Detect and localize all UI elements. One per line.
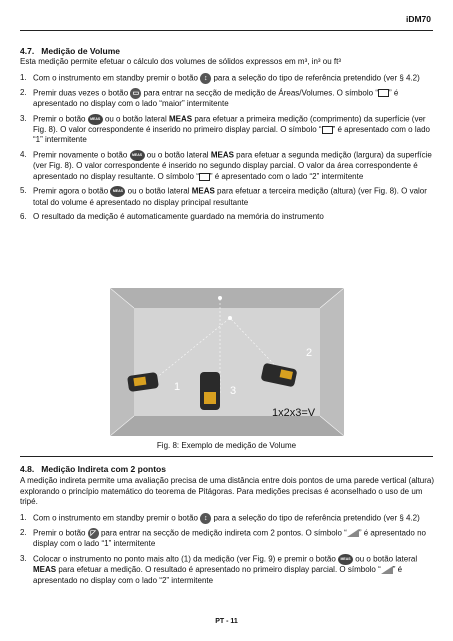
triangle-symbol-icon [381,566,393,574]
rectangle-symbol-icon [199,173,210,181]
area-volume-button-icon: ▭ [130,88,141,99]
step-item: 5. Premir agora o botão MEAS ou o botão lateral MEAS para efetuar a terceira medição (altura) (ver Fig. 8). O valor total do volume é apresentado no display principal resultante [20,186,427,207]
meas-button-icon: MEAS [130,150,145,161]
step-item: 3. Colocar o instrumento no ponto mais alto (1) da medição (ver Fig. 9) e premir o botão MEAS ou o botão lateral MEAS para efetuar a medição. O resultado é apresentado no primeiro display parcial. O símbolo “ ” é apresentado no display com o lado “2” intermitente [20,553,418,585]
section-4-7-heading [20,46,120,56]
section-number: 4.7. [20,46,35,56]
rectangle-symbol-icon [378,89,389,97]
reference-button-icon: ↕ [200,73,211,84]
step-item: 6. O resultado da medição é automaticamente guardado na memória do instrumento [20,212,324,222]
laser-meter-3 [200,372,220,410]
step-item: 2. Premir o botão ◸ para entrar na secção de medição indireta com 2 pontos. O símbolo “ ” é apresentado no display com o lado “1” intermitente [20,527,427,549]
section-title: Medição Indireta com 2 pontos [41,464,166,474]
step-item: 1. Com o instrumento em standby premir o botão ↕ para a seleção do tipo de referência pretendido (ver § 4.2) [20,72,420,83]
section-4-8-body [20,476,434,590]
triangle-symbol-icon [347,529,359,537]
meas-button-icon: MEAS [110,186,125,197]
section-4-7-body [20,57,434,227]
meas-button-icon: MEAS [88,114,103,125]
step-item: 2. Premir duas vezes o botão ▭ para entrar na secção de medição de Áreas/Volumes. O símbolo “ ” é apresentado no display com o lado “maior” intermitente [20,87,399,108]
step-item: 3. Premir o botão MEAS ou o botão lateral MEAS para efetuar a primeira medição (comprimento) da superfície (ver Fig. 8). O valor correspondente é inserido no primeiro display parcial. O símbolo “ ” é apresentado com o lado “1” intermitente [20,113,430,145]
rectangle-symbol-icon [322,126,333,134]
header-rule [20,30,433,31]
section-intro: A medição indireta permite uma avaliação precisa de uma distância entre dois pontos de uma parede vertical (altura) explorando o princípio matemático do teorema de Pitágoras. Para medições precisas é aconselhado o uso de um tripé. [20,476,434,507]
figure-label-2: 2 [306,347,313,359]
step-item: 4. Premir novamente o botão MEAS ou o botão lateral MEAS para efetuar a segunda medição (largura) da superfície (ver Fig. 8). O valor correspondente é inserido no segundo display parcial. O valor da área correspondente é apresentado no display resultante. O símbolo “ ” é apresentado com o lado “2” intermitente [20,149,432,181]
page-number: PT - 11 [215,618,238,625]
header-model: iDM70 [405,14,431,24]
figure-label-3: 3 [230,385,237,397]
meas-button-icon: MEAS [338,554,353,565]
reference-button-icon: ↕ [200,513,211,524]
volume-measurement-figure [110,288,344,436]
section-4-8-heading [20,464,166,474]
step-item: 1. Com o instrumento em standby premir o botão ↕ para a seleção do tipo de referência pretendido (ver § 4.2) [20,512,420,523]
figure-label-1: 1 [174,381,181,393]
indirect-measure-button-icon: ◸ [88,528,99,539]
figure-caption: Fig. 8: Exemplo de medição de Volume [156,441,297,450]
steps-list [20,73,434,223]
laser-dot [218,296,222,300]
figure-formula: 1x2x3=V [272,407,316,419]
laser-dot [228,316,232,320]
section-intro: Esta medição permite efetuar o cálculo dos volumes de sólidos expressos em m³, in³ ou ft³ [20,57,342,66]
section-title: Medição de Volume [41,46,121,56]
section-number: 4.8. [20,464,35,474]
steps-list [20,513,434,586]
section-rule [20,456,433,457]
